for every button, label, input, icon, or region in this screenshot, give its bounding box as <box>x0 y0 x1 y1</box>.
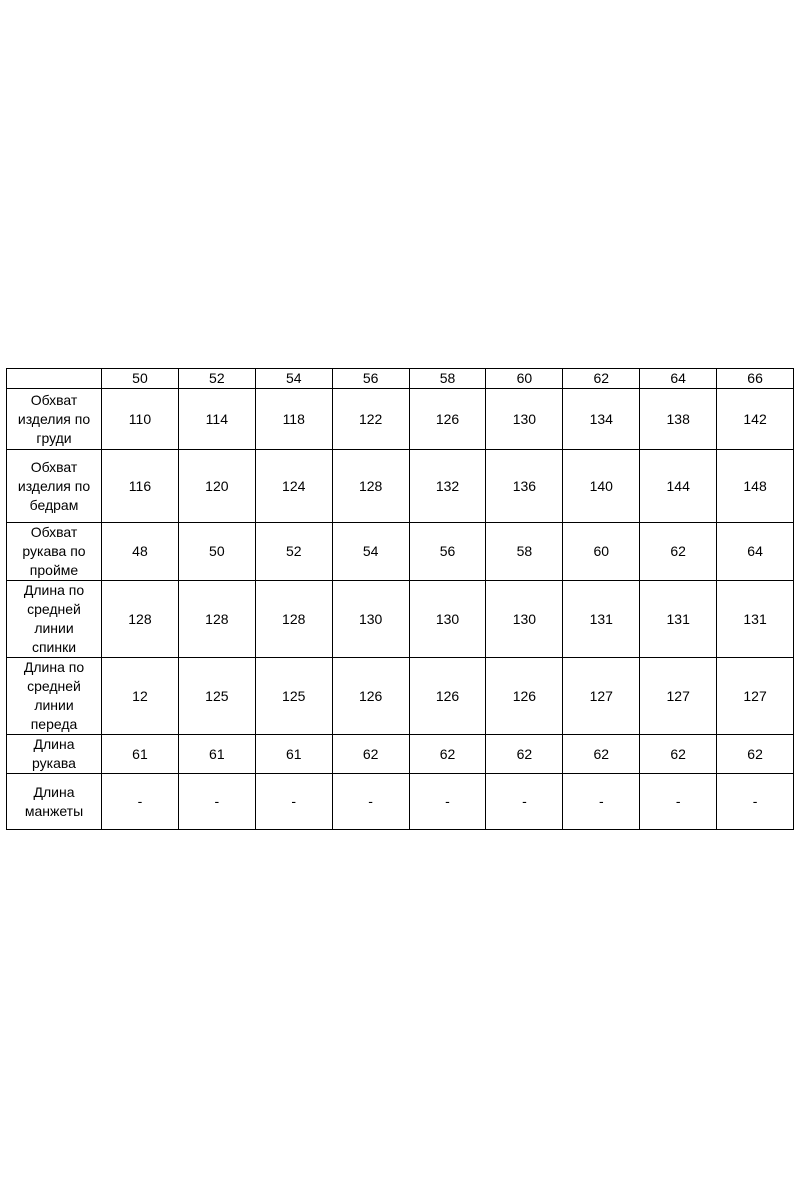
measurement-label-cell <box>7 658 102 735</box>
measurement-value-cell: 62 <box>640 523 717 581</box>
table-row <box>7 523 794 581</box>
measurement-value-cell: 126 <box>486 658 563 735</box>
table-row <box>7 389 794 450</box>
measurement-label-line: груди <box>36 429 72 446</box>
measurement-value-cell: 124 <box>255 450 332 523</box>
measurement-label-line: рукава <box>32 755 76 771</box>
measurement-value-cell: - <box>717 774 794 830</box>
measurement-value-cell: 131 <box>717 581 794 658</box>
measurement-value-cell: 62 <box>717 735 794 774</box>
measurement-value-cell: 142 <box>717 389 794 450</box>
measurement-value-cell: 62 <box>486 735 563 774</box>
size-header-cell: 66 <box>717 369 794 389</box>
measurement-value-cell: 131 <box>563 581 640 658</box>
measurement-value-cell: 126 <box>409 658 486 735</box>
size-header-cell: 54 <box>255 369 332 389</box>
size-header-cell: 50 <box>102 369 179 389</box>
measurement-label-line: манжеты <box>24 802 84 819</box>
table-row <box>7 735 794 774</box>
table-row <box>7 658 794 735</box>
measurement-value-cell: - <box>640 774 717 830</box>
measurement-value-cell: 136 <box>486 450 563 523</box>
measurement-value-cell: 61 <box>178 735 255 774</box>
measurement-value-cell: 56 <box>409 523 486 581</box>
table-row <box>7 774 794 830</box>
measurement-value-cell: 116 <box>102 450 179 523</box>
size-header-cell: 62 <box>563 369 640 389</box>
measurement-label-line: рукава по <box>22 543 86 559</box>
measurement-value-cell: 128 <box>332 450 409 523</box>
measurement-label-cell <box>7 389 102 450</box>
measurement-value-cell: 125 <box>255 658 332 735</box>
size-header-cell: 64 <box>640 369 717 389</box>
measurement-value-cell: - <box>178 774 255 830</box>
measurement-value-cell: - <box>409 774 486 830</box>
measurement-value-cell: 114 <box>178 389 255 450</box>
measurement-value-cell: 130 <box>486 581 563 658</box>
measurement-label-line: Длина по <box>23 659 85 675</box>
measurement-label-line: Длина по <box>23 582 85 598</box>
measurement-value-cell: 50 <box>178 523 255 581</box>
measurement-value-cell: 128 <box>178 581 255 658</box>
measurement-value-cell: 122 <box>332 389 409 450</box>
measurement-value-cell: 144 <box>640 450 717 523</box>
measurement-value-cell: 62 <box>332 735 409 774</box>
measurement-value-cell: - <box>332 774 409 830</box>
measurement-label-line: средней <box>27 678 81 694</box>
measurement-value-cell: 126 <box>332 658 409 735</box>
measurement-value-cell: 120 <box>178 450 255 523</box>
measurement-label-cell <box>7 774 102 830</box>
measurement-label-line: изделия по <box>17 477 91 494</box>
measurement-value-cell: 127 <box>640 658 717 735</box>
measurement-value-cell: 52 <box>255 523 332 581</box>
size-header-cell: 56 <box>332 369 409 389</box>
measurement-value-cell: 126 <box>409 389 486 450</box>
measurement-value-cell: 148 <box>717 450 794 523</box>
measurement-value-cell: 130 <box>486 389 563 450</box>
measurement-value-cell: 130 <box>332 581 409 658</box>
measurement-label-line: средней <box>27 601 81 617</box>
measurement-value-cell: 61 <box>102 735 179 774</box>
measurement-label-line: Длина <box>33 783 75 800</box>
measurement-value-cell: 62 <box>409 735 486 774</box>
size-header-row <box>7 369 794 389</box>
measurement-label-cell <box>7 523 102 581</box>
measurement-label-line: линии <box>34 697 74 713</box>
measurement-value-cell: 134 <box>563 389 640 450</box>
measurement-value-cell: 64 <box>717 523 794 581</box>
size-header-cell: 52 <box>178 369 255 389</box>
measurement-value-cell: 130 <box>409 581 486 658</box>
measurement-value-cell: 138 <box>640 389 717 450</box>
measurement-value-cell: 58 <box>486 523 563 581</box>
measurement-value-cell: 128 <box>102 581 179 658</box>
measurement-label-line: Обхват <box>30 391 78 408</box>
measurement-value-cell: 140 <box>563 450 640 523</box>
measurement-label-cell <box>7 581 102 658</box>
measurement-label-cell <box>7 450 102 523</box>
measurement-label-line: изделия по <box>17 410 91 427</box>
table-row <box>7 450 794 523</box>
table-row <box>7 581 794 658</box>
measurement-value-cell: 118 <box>255 389 332 450</box>
measurement-value-cell: 128 <box>255 581 332 658</box>
measurement-value-cell: 12 <box>102 658 179 735</box>
measurement-value-cell: - <box>255 774 332 830</box>
measurement-value-cell: 110 <box>102 389 179 450</box>
measurement-label-line: пройме <box>29 562 79 578</box>
measurement-value-cell: - <box>563 774 640 830</box>
corner-cell <box>7 369 102 389</box>
measurement-label-line: Обхват <box>30 524 78 540</box>
measurement-value-cell: 125 <box>178 658 255 735</box>
measurement-value-cell: 48 <box>102 523 179 581</box>
measurement-label-line: линии <box>34 620 74 636</box>
measurement-value-cell: 131 <box>640 581 717 658</box>
measurement-value-cell: 60 <box>563 523 640 581</box>
measurement-label-line: Обхват <box>30 458 78 475</box>
measurement-value-cell: 127 <box>563 658 640 735</box>
size-chart-table <box>6 368 794 830</box>
measurement-value-cell: 127 <box>717 658 794 735</box>
measurement-value-cell: 132 <box>409 450 486 523</box>
measurement-value-cell: 62 <box>640 735 717 774</box>
measurement-value-cell: - <box>102 774 179 830</box>
measurement-value-cell: 62 <box>563 735 640 774</box>
measurement-label-line: бедрам <box>29 496 79 513</box>
measurement-label-line: спинки <box>31 639 77 655</box>
measurement-label-line: переда <box>30 716 78 732</box>
measurement-value-cell: - <box>486 774 563 830</box>
measurement-value-cell: 54 <box>332 523 409 581</box>
size-header-cell: 60 <box>486 369 563 389</box>
measurement-value-cell: 61 <box>255 735 332 774</box>
size-header-cell: 58 <box>409 369 486 389</box>
measurement-label-line: Длина <box>33 736 75 752</box>
measurement-label-cell <box>7 735 102 774</box>
